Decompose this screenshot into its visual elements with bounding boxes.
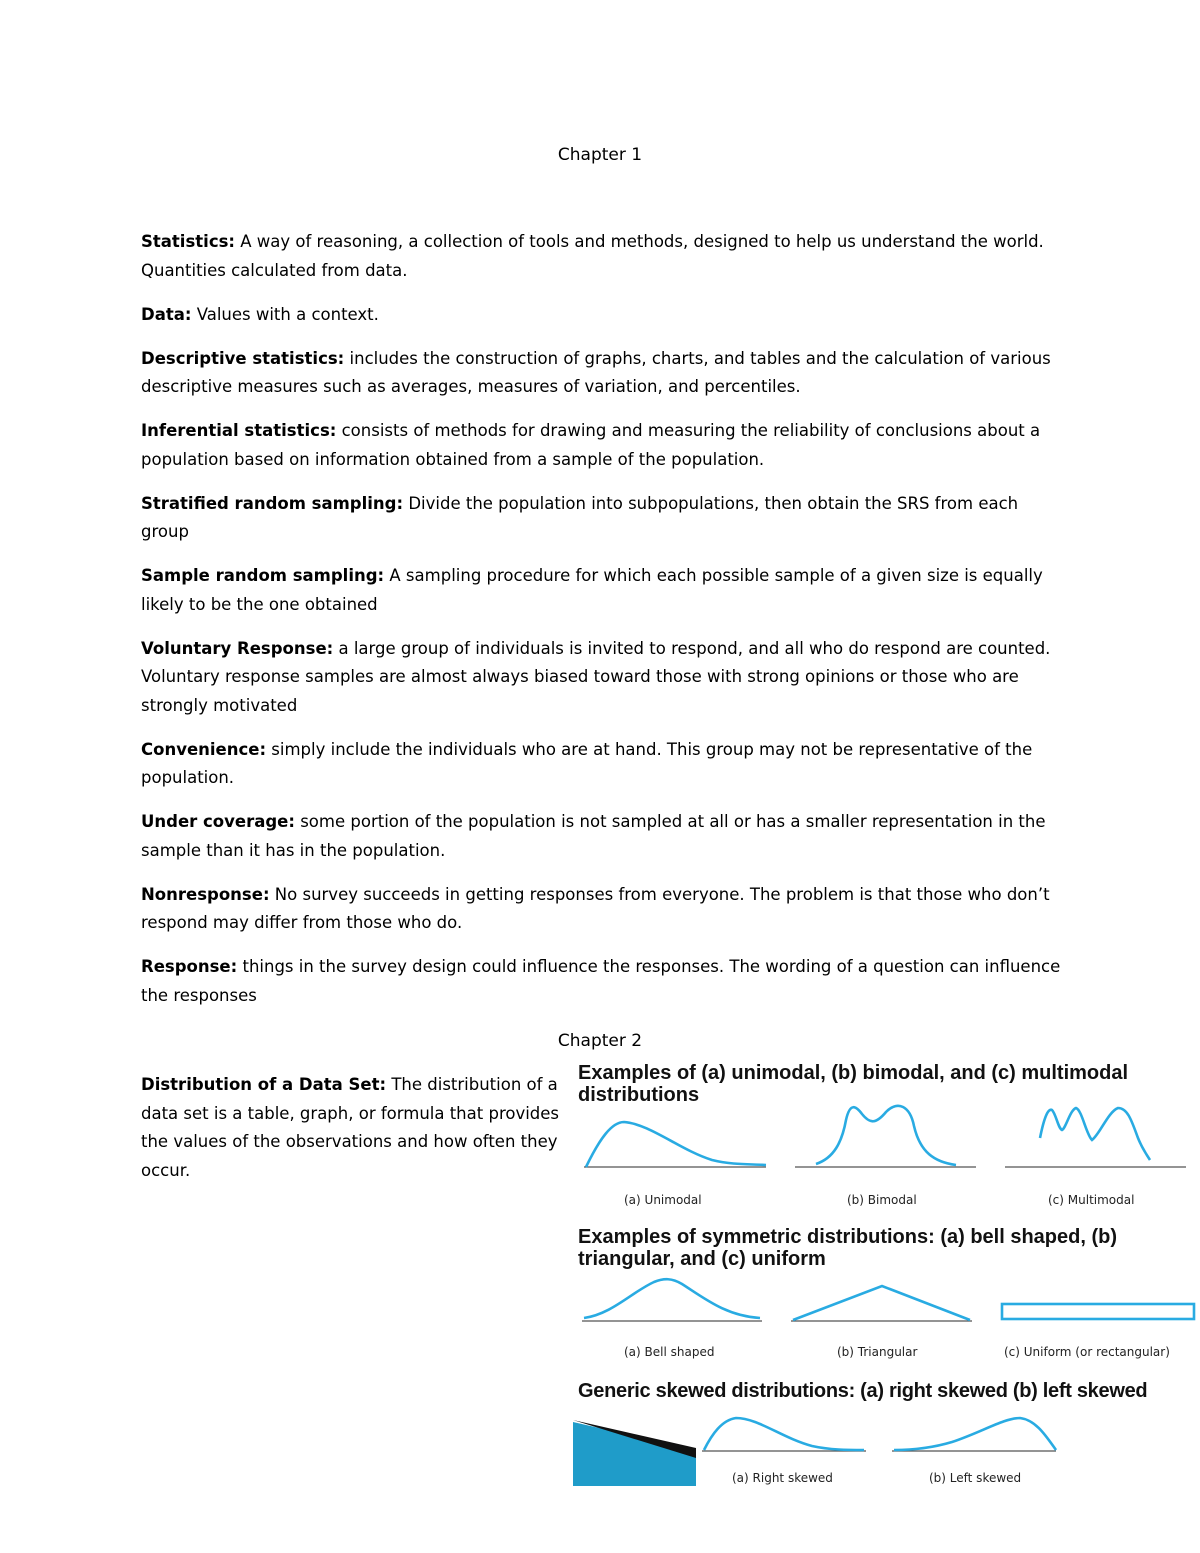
right-skewed-curve [704, 1418, 864, 1450]
definition-text: some portion of the population is not sampled at all or has a smaller representation in the sample than it has in the population. [141, 812, 1046, 860]
term: Data: [141, 304, 192, 324]
definition-response [141, 953, 1061, 1010]
uniform-shape [1002, 1304, 1194, 1319]
definition-text: No survey succeeds in getting responses from everyone. The problem is that those who don’t respond may differ from those who do. [141, 884, 1050, 932]
uniform-caption: (c) Uniform (or rectangular) [1004, 1345, 1170, 1359]
definition-inferential-statistics [141, 417, 1061, 474]
definition-convenience [141, 736, 1061, 793]
distribution-sketches [572, 1058, 1200, 1498]
definition-text: consists of methods for drawing and measuring the reliability of conclusions about a population based on information obtained from a sample of the population. [141, 421, 1041, 469]
chapter-1-definitions [141, 228, 1061, 1026]
definition-text: The distribution of a data set is a table, graph, or formula that provides the values of the observations and how often they occur. [141, 1075, 560, 1180]
distribution-figures [572, 1058, 1200, 1498]
definition-text: simply include the individuals who are at hand. This group may not be representative of the population. [141, 739, 1033, 787]
definition-sample-random-sampling [141, 562, 1061, 619]
decorative-wedge [573, 1422, 696, 1486]
term: Inferential statistics: [141, 421, 337, 440]
definition-text: a large group of individuals is invited to respond, and all who do respond are counted. Voluntary response samples are almost always biased toward those with strong opinions or those who are strongly motivated [141, 638, 1051, 715]
definition-data [141, 301, 1061, 330]
definition-voluntary-response [141, 635, 1061, 721]
right-skewed-caption: (a) Right skewed [732, 1471, 833, 1485]
chapter-1-title: Chapter 1 [557, 145, 643, 165]
chapter-2-title: Chapter 2 [557, 1031, 643, 1051]
definition-under-coverage [141, 808, 1061, 865]
definition-text: Values with a context. [191, 304, 379, 324]
definition-distribution [141, 1071, 561, 1185]
definition-text: includes the construction of graphs, charts, and tables and the calculation of various descriptive measures such as averages, measures of variation, and percentiles. [141, 348, 1051, 396]
definition-text: Divide the population into subpopulations, then obtain the SRS from each group [141, 493, 1019, 541]
triangular-caption: (b) Triangular [837, 1345, 918, 1359]
term: Distribution of a Data Set: [141, 1075, 387, 1094]
symmetric-figure-title: Examples of symmetric distributions: (a) bell shaped, (b) triangular, and (c) uniform [578, 1226, 1117, 1270]
definition-text: A sampling procedure for which each possible sample of a given size is equally likely to be the one obtained [141, 566, 1043, 614]
term: Convenience: [141, 739, 267, 759]
term: Under coverage: [141, 812, 295, 831]
modal-figure-title: Examples of (a) unimodal, (b) bimodal, and (c) multimodal distributions [578, 1062, 1129, 1106]
bimodal-curve [816, 1106, 956, 1165]
skewed-figure-title: Generic skewed distributions: (a) right skewed (b) left skewed [578, 1380, 1148, 1402]
term: Response: [141, 957, 238, 976]
multimodal-curve [1040, 1108, 1150, 1160]
term: Nonresponse: [141, 884, 270, 904]
definition-descriptive-statistics [141, 345, 1061, 402]
definition-stratified-random-sampling [141, 490, 1061, 547]
bell-caption: (a) Bell shaped [624, 1345, 715, 1359]
term: Descriptive statistics: [141, 348, 345, 368]
term: Stratified random sampling: [141, 493, 404, 513]
bell-curve [584, 1279, 760, 1318]
unimodal-curve [586, 1122, 766, 1167]
triangular-curve [793, 1286, 970, 1320]
bimodal-caption: (b) Bimodal [847, 1193, 917, 1207]
term: Sample random sampling: [141, 566, 385, 585]
term: Statistics: [141, 232, 236, 251]
multimodal-caption: (c) Multimodal [1048, 1193, 1135, 1207]
term: Voluntary Response: [141, 638, 334, 658]
left-skewed-curve [894, 1418, 1056, 1450]
unimodal-caption: (a) Unimodal [624, 1193, 702, 1207]
left-skewed-caption: (b) Left skewed [929, 1471, 1022, 1485]
definition-nonresponse [141, 881, 1061, 938]
definition-text: A way of reasoning, a collection of tools and methods, designed to help us understand the world. Quantities calculated from data. [141, 232, 1044, 280]
definition-statistics [141, 228, 1061, 285]
definition-text: things in the survey design could influence the responses. The wording of a question can influence the responses [141, 957, 1061, 1005]
